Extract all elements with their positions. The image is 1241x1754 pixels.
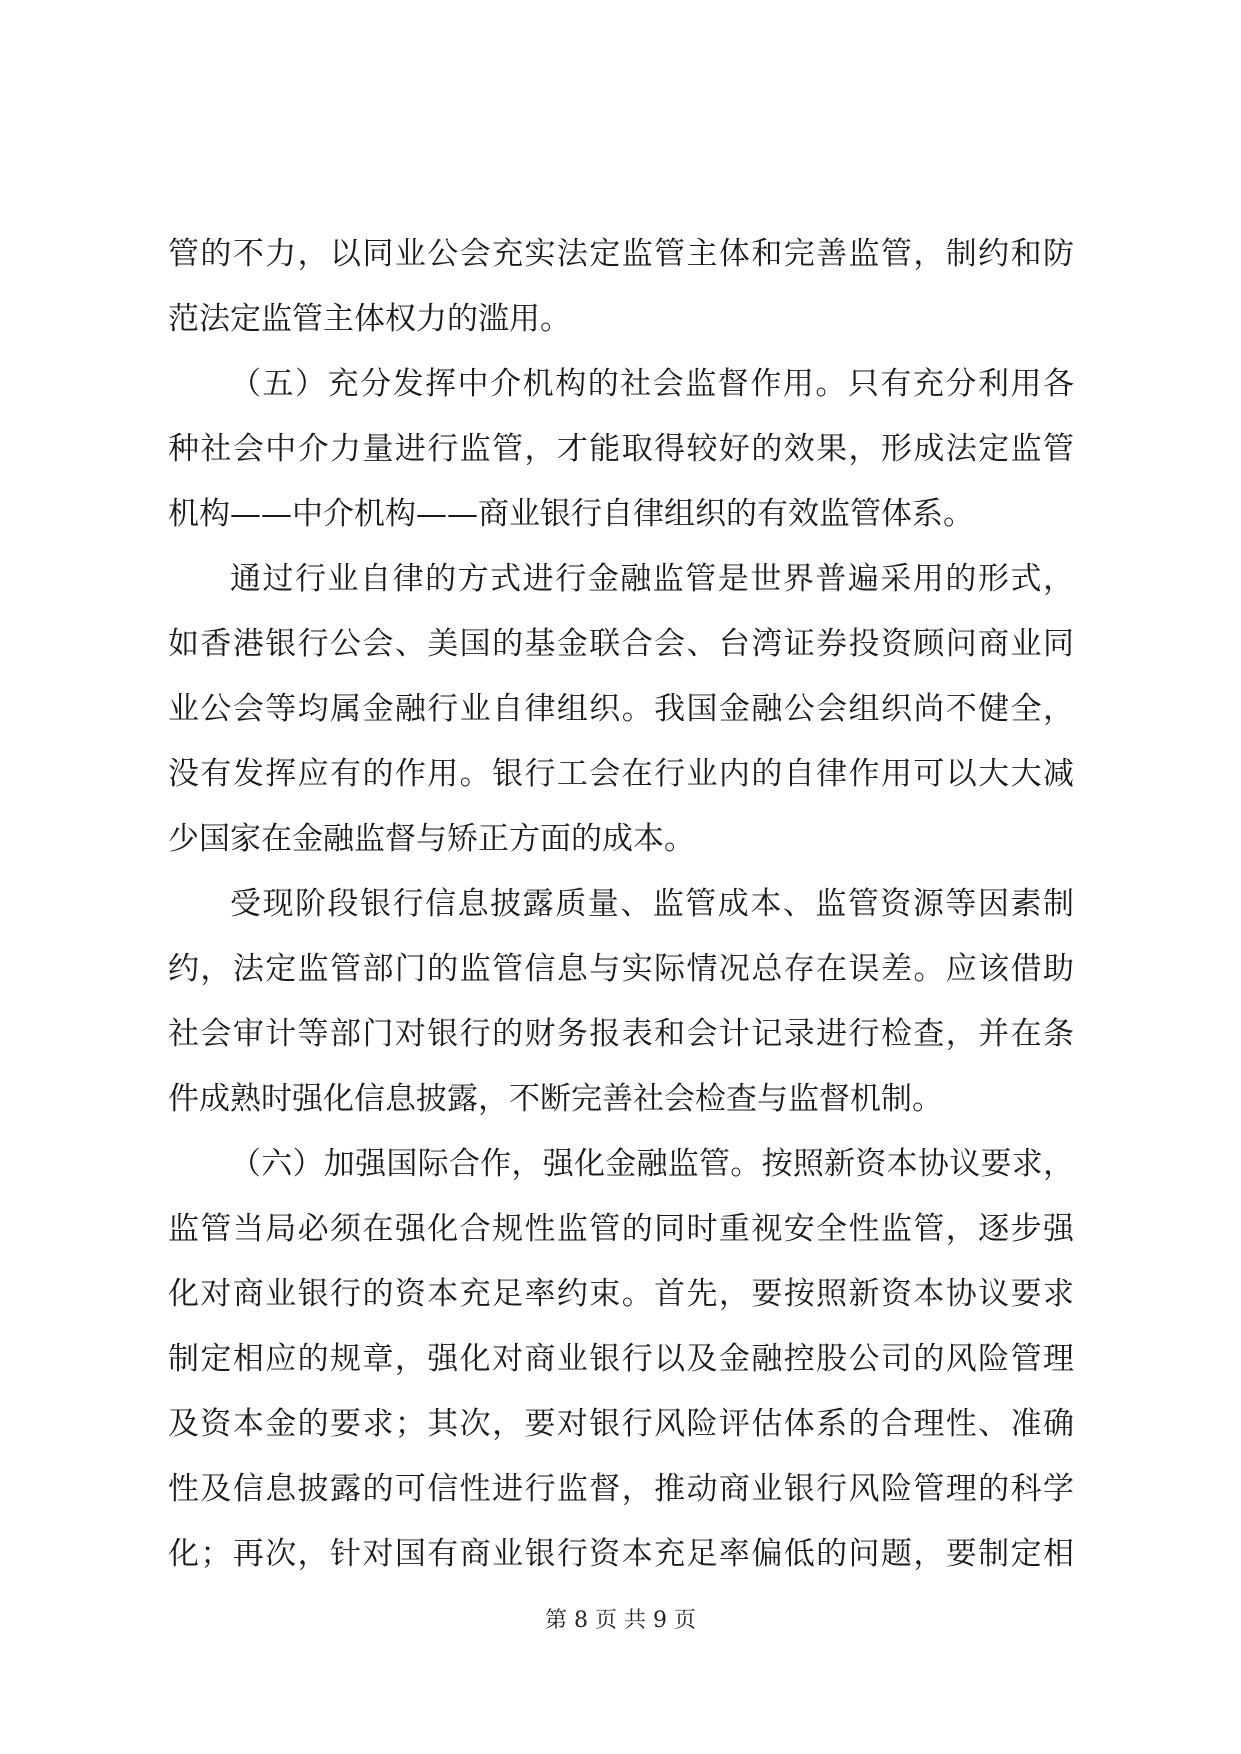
text-line: 化对商业银行的资本充足率约束。首先，要按照新资本协议要求 bbox=[168, 1276, 1074, 1312]
text-line: 种社会中介力量进行监管，才能取得较好的效果，形成法定监管 bbox=[168, 431, 1074, 467]
text-line: 业公会等均属金融行业自律组织。我国金融公会组织尚不健全， bbox=[168, 691, 1074, 727]
text-line: （六）加强国际合作，强化金融监管。按照新资本协议要求， bbox=[230, 1146, 1074, 1182]
text-line: 管的不力，以同业公会充实法定监管主体和完善监管，制约和防 bbox=[168, 236, 1074, 272]
text-line: 社会审计等部门对银行的财务报表和会计记录进行检查，并在条 bbox=[168, 1016, 1074, 1052]
text-line: 少国家在金融监督与矫正方面的成本。 bbox=[168, 821, 695, 857]
text-line: 机构——中介机构——商业银行自律组织的有效监管体系。 bbox=[168, 496, 974, 532]
text-line: 受现阶段银行信息披露质量、监管成本、监管资源等因素制 bbox=[230, 886, 1074, 922]
text-line: 化；再次，针对国有商业银行资本充足率偏低的问题，要制定相 bbox=[168, 1536, 1074, 1572]
document-body bbox=[168, 222, 1074, 1587]
text-line: 及资本金的要求；其次，要对银行风险评估体系的合理性、准确 bbox=[168, 1406, 1074, 1442]
text-line: 范法定监管主体权力的滥用。 bbox=[168, 301, 571, 337]
text-line: （五）充分发挥中介机构的社会监督作用。只有充分利用各 bbox=[230, 366, 1074, 402]
text-line: 通过行业自律的方式进行金融监管是世界普遍采用的形式， bbox=[230, 561, 1074, 597]
text-line: 性及信息披露的可信性进行监督，推动商业银行风险管理的科学 bbox=[168, 1471, 1074, 1507]
text-line: 约，法定监管部门的监管信息与实际情况总存在误差。应该借助 bbox=[168, 951, 1074, 987]
page-footer: 第 8 页 共 9 页 bbox=[545, 1608, 696, 1633]
text-line: 件成熟时强化信息披露，不断完善社会检查与监督机制。 bbox=[168, 1081, 943, 1117]
text-line: 监管当局必须在强化合规性监管的同时重视安全性监管，逐步强 bbox=[168, 1211, 1074, 1247]
text-line: 制定相应的规章，强化对商业银行以及金融控股公司的风险管理 bbox=[168, 1341, 1074, 1377]
text-line: 如香港银行公会、美国的基金联合会、台湾证券投资顾问商业同 bbox=[168, 626, 1074, 662]
text-line: 没有发挥应有的作用。银行工会在行业内的自律作用可以大大减 bbox=[168, 756, 1074, 792]
